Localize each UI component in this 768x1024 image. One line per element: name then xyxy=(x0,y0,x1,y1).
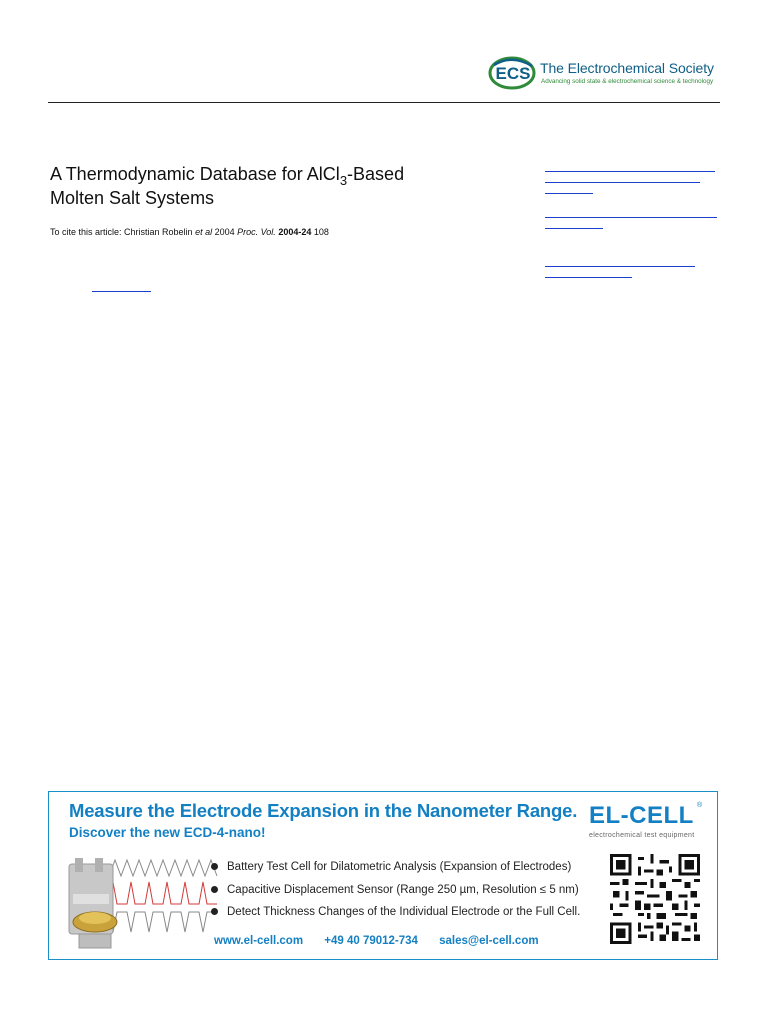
feature-list xyxy=(211,860,580,928)
ecs-logo[interactable] xyxy=(488,56,722,92)
ecs-emblem-icon xyxy=(488,56,538,90)
advertisement-banner[interactable] xyxy=(48,791,718,960)
title-part2: -Based xyxy=(347,164,405,184)
contact-line xyxy=(214,935,557,947)
cite-year: 2004 xyxy=(212,227,238,237)
el-cell-subtitle: electrochemical test equipment xyxy=(589,832,695,839)
website-link[interactable]: www.el-cell.com xyxy=(214,935,304,947)
bullet-icon xyxy=(211,863,218,870)
related-link-3[interactable] xyxy=(545,266,720,288)
related-link-1[interactable] xyxy=(545,171,720,204)
title-line2: Molten Salt Systems xyxy=(50,188,215,208)
el-cell-logo xyxy=(589,802,709,842)
bullet-icon xyxy=(211,886,218,893)
ad-subheadline: Discover the new ECD-4-nano! xyxy=(69,825,266,840)
el-cell-wordmark: EL-CELL xyxy=(589,802,694,829)
article-title xyxy=(50,162,510,210)
registered-mark: ® xyxy=(697,802,703,809)
related-link-2[interactable] xyxy=(545,217,720,239)
title-subscript: 3 xyxy=(339,173,348,188)
society-name: The Electrochemical Society xyxy=(540,60,714,76)
device-illustration xyxy=(61,854,221,954)
cite-journal: Proc. Vol. xyxy=(237,227,276,237)
society-tagline: Advancing solid state & electrochemical science & technology xyxy=(541,78,714,85)
article-link[interactable] xyxy=(92,291,151,292)
phone-number[interactable]: +49 40 79012-734 xyxy=(324,935,418,947)
ad-headline: Measure the Electrode Expansion in the Nanometer Range. xyxy=(69,800,578,821)
cite-page: 108 xyxy=(311,227,329,237)
cite-prefix: To cite this article: Christian Robelin xyxy=(50,227,196,237)
feature-item: Detect Thickness Changes of the Individual Electrode or the Full Cell. xyxy=(211,905,580,928)
ecs-letters: ECS xyxy=(495,64,531,83)
feature-item: Battery Test Cell for Dilatometric Analysis (Expansion of Electrodes) xyxy=(211,860,580,883)
cite-volume: 2004-24 xyxy=(278,227,312,237)
title-part1: A Thermodynamic Database for AlCl xyxy=(50,164,340,184)
email-link[interactable]: sales@el-cell.com xyxy=(439,935,539,947)
qr-code-icon xyxy=(609,854,701,944)
bullet-icon xyxy=(211,908,218,915)
citation-line xyxy=(50,227,329,237)
header-divider xyxy=(48,102,720,103)
cite-etal: et al xyxy=(195,227,213,237)
feature-item: Capacitive Displacement Sensor (Range 250 µm, Resolution ≤ 5 nm) xyxy=(211,883,580,906)
